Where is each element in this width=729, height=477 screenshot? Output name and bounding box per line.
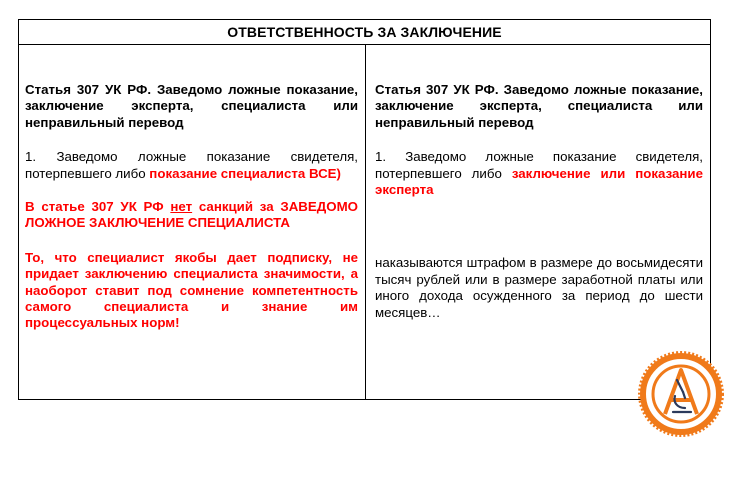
left-article-heading: Статья 307 УК РФ. Заведомо ложные показание, заключение эксперта, специалиста или неправильный перевод xyxy=(25,82,358,130)
table-title: ОТВЕТСТВЕННОСТЬ ЗА ЗАКЛЮЧЕНИЕ xyxy=(19,20,710,45)
left-paragraph-3: То, что специалист якобы дает подписку, не придает заключению специалиста значимости, а наоборот ставит под сомнение компетентность самого специалиста и знание им процессуальных норм! xyxy=(25,249,358,331)
left-paragraph-1 xyxy=(25,149,358,182)
left-p2-start: В статье 307 УК РФ xyxy=(25,199,171,215)
left-p2-underlined: нет xyxy=(170,199,193,215)
right-column xyxy=(366,44,710,399)
left-p1-text: 1. Заведомо ложные показание свидетеля, потерпевшего либо xyxy=(25,149,358,181)
right-paragraph-2: наказываются штрафом в размере до восьмидесяти тысяч рублей или в размере заработной платы или иного дохода осужденного за период до шести месяцев… xyxy=(375,255,703,320)
left-column xyxy=(19,44,366,399)
right-p1-highlight: заключение или показание эксперта xyxy=(375,165,703,198)
left-p1-highlight: показание специалиста ВСЕ) xyxy=(149,165,341,181)
right-p1-text: 1. Заведомо ложные показание свидетеля, потерпевшего либо xyxy=(375,149,703,181)
organization-logo-icon xyxy=(637,350,725,438)
right-paragraph-1 xyxy=(375,149,703,198)
left-paragraph-2 xyxy=(25,199,358,232)
right-article-heading: Статья 307 УК РФ. Заведомо ложные показание, заключение эксперта, специалиста или неправильный перевод xyxy=(375,82,703,130)
left-p2-end: санкций за ЗАВЕДОМО ЛОЖНОЕ ЗАКЛЮЧЕНИЕ СПЕЦИАЛИСТА xyxy=(25,199,359,231)
responsibility-table xyxy=(18,19,711,400)
